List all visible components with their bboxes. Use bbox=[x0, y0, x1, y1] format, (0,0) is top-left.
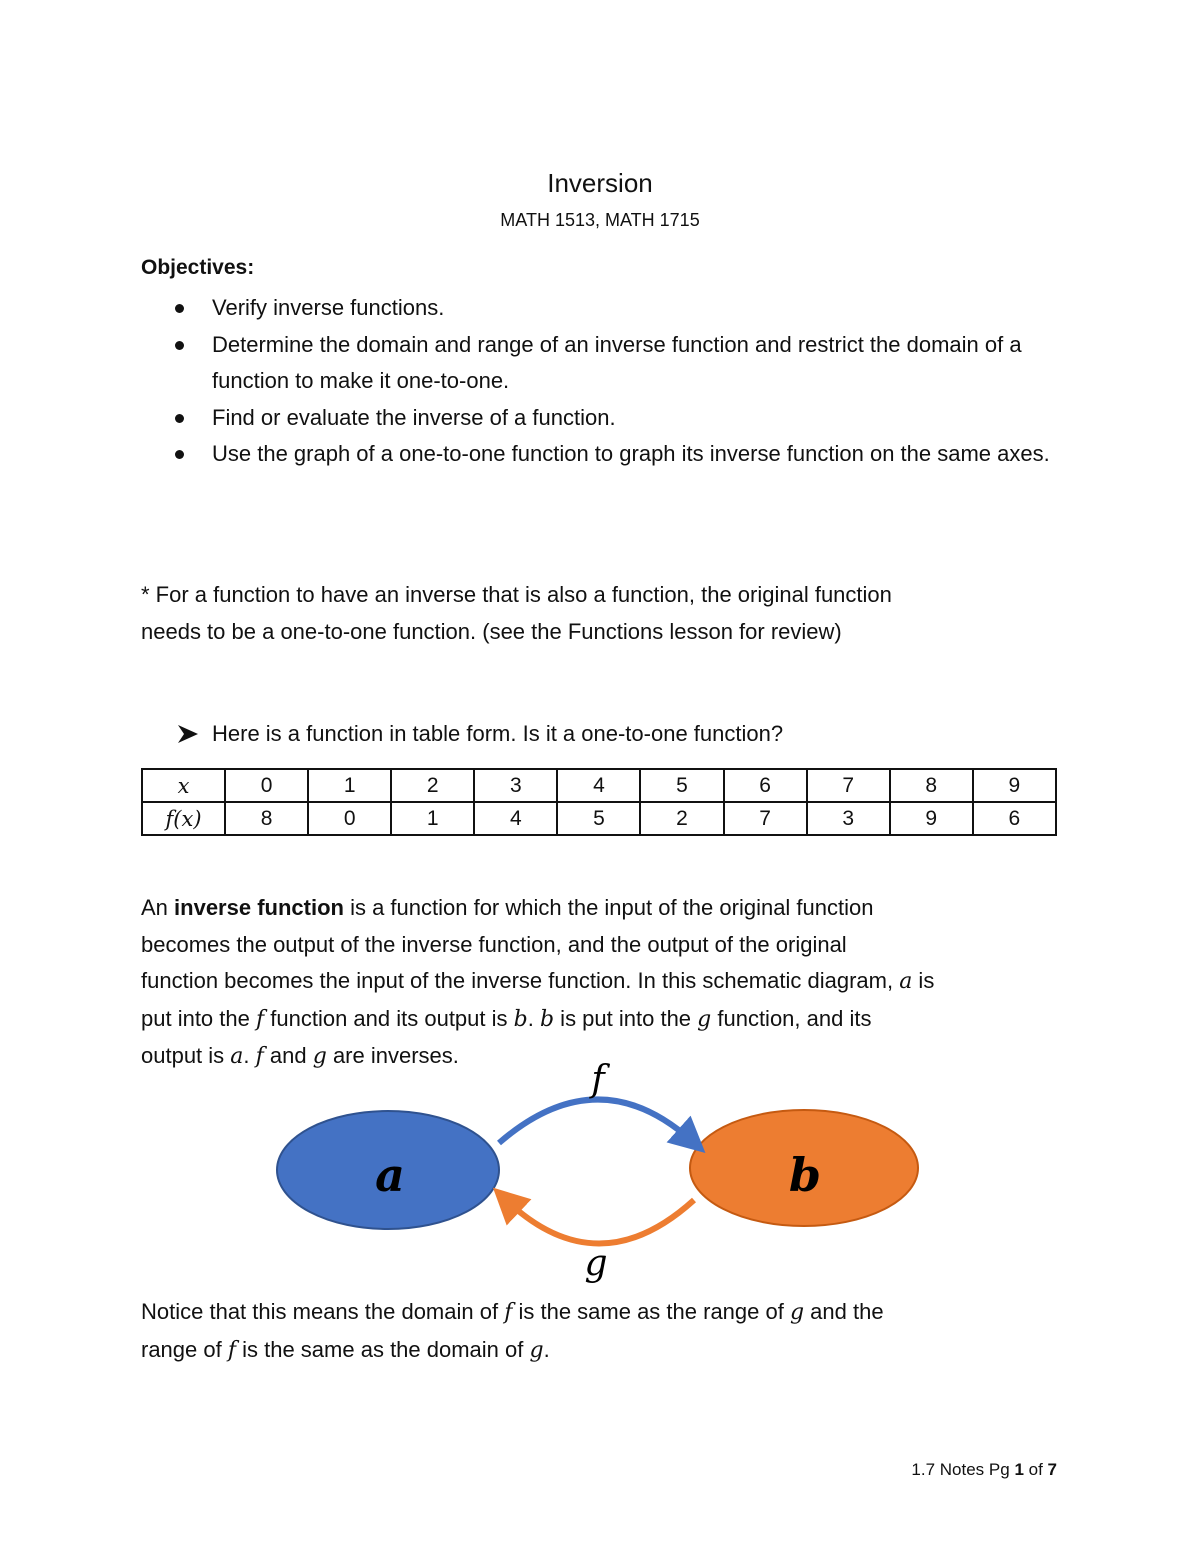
bullet-icon bbox=[175, 341, 184, 350]
objectives-list bbox=[141, 290, 1081, 473]
right-arrowhead-icon bbox=[176, 716, 200, 752]
page-title: Inversion bbox=[547, 168, 653, 198]
x-row-label: x bbox=[142, 769, 225, 802]
table-cell: 4 bbox=[474, 802, 557, 835]
defined-term: inverse function bbox=[174, 895, 344, 920]
table-cell: 2 bbox=[640, 802, 723, 835]
bullet-icon bbox=[175, 414, 184, 423]
bullet-icon bbox=[175, 304, 184, 313]
table-cell: 9 bbox=[973, 769, 1056, 802]
table-cell: 6 bbox=[724, 769, 807, 802]
list-item: Use the graph of a one-to-one function to graph its inverse function on the same axes. bbox=[141, 436, 1081, 473]
function-table bbox=[141, 768, 1057, 836]
domain-range-note: Notice that this means the domain of f is the same as the range of g and the range of f is the same as the domain of g. bbox=[141, 1299, 884, 1363]
table-cell: 1 bbox=[391, 802, 474, 835]
diagram-label-f: f bbox=[591, 1059, 605, 1100]
table-cell: 7 bbox=[807, 769, 890, 802]
diagram-label-g: g bbox=[584, 1243, 608, 1284]
list-item: Determine the domain and range of an inverse function and restrict the domain of a function to make it one-to-one. bbox=[141, 327, 1081, 400]
inverse-schematic-diagram bbox=[270, 1055, 930, 1295]
table-row bbox=[142, 769, 1056, 802]
table-cell: 5 bbox=[640, 769, 723, 802]
table-cell: 6 bbox=[973, 802, 1056, 835]
objectives-heading: Objectives: bbox=[141, 256, 255, 279]
inverse-definition: An inverse function is a function for which the input of the original function becomes the output of the inverse function, and the output of the original function becomes the input of the inverse function. In this schematic diagram, a is put into the f function and its output is b. b is put into the g function, and its output is a. f and g are inverses. bbox=[141, 895, 935, 1069]
table-cell: 5 bbox=[557, 802, 640, 835]
table-cell: 0 bbox=[225, 769, 308, 802]
table-cell: 3 bbox=[474, 769, 557, 802]
one-to-one-note: * For a function to have an inverse that is also a function, the original function needs to be a one-to-one function. (see the Functions lesson for review) bbox=[141, 582, 892, 644]
table-cell: 3 bbox=[807, 802, 890, 835]
table-cell: 0 bbox=[308, 802, 391, 835]
table-cell: 1 bbox=[308, 769, 391, 802]
table-cell: 8 bbox=[225, 802, 308, 835]
diagram-label-a: a bbox=[375, 1148, 405, 1202]
course-codes: MATH 1513, MATH 1715 bbox=[500, 210, 700, 230]
fx-row-label: f(x) bbox=[142, 802, 225, 835]
bullet-icon bbox=[175, 450, 184, 459]
page-footer: 1.7 Notes Pg 1 of 7 bbox=[911, 1460, 1057, 1479]
table-cell: 4 bbox=[557, 769, 640, 802]
g-arrow bbox=[506, 1200, 694, 1244]
table-question: Here is a function in table form. Is it a one-to-one function? bbox=[176, 716, 783, 752]
table-cell: 7 bbox=[724, 802, 807, 835]
diagram-label-b: b bbox=[788, 1148, 822, 1202]
table-cell: 9 bbox=[890, 802, 973, 835]
table-row bbox=[142, 802, 1056, 835]
list-item: Verify inverse functions. bbox=[141, 290, 1081, 327]
f-arrow bbox=[499, 1099, 692, 1143]
table-cell: 2 bbox=[391, 769, 474, 802]
table-cell: 8 bbox=[890, 769, 973, 802]
list-item: Find or evaluate the inverse of a function. bbox=[141, 400, 1081, 437]
